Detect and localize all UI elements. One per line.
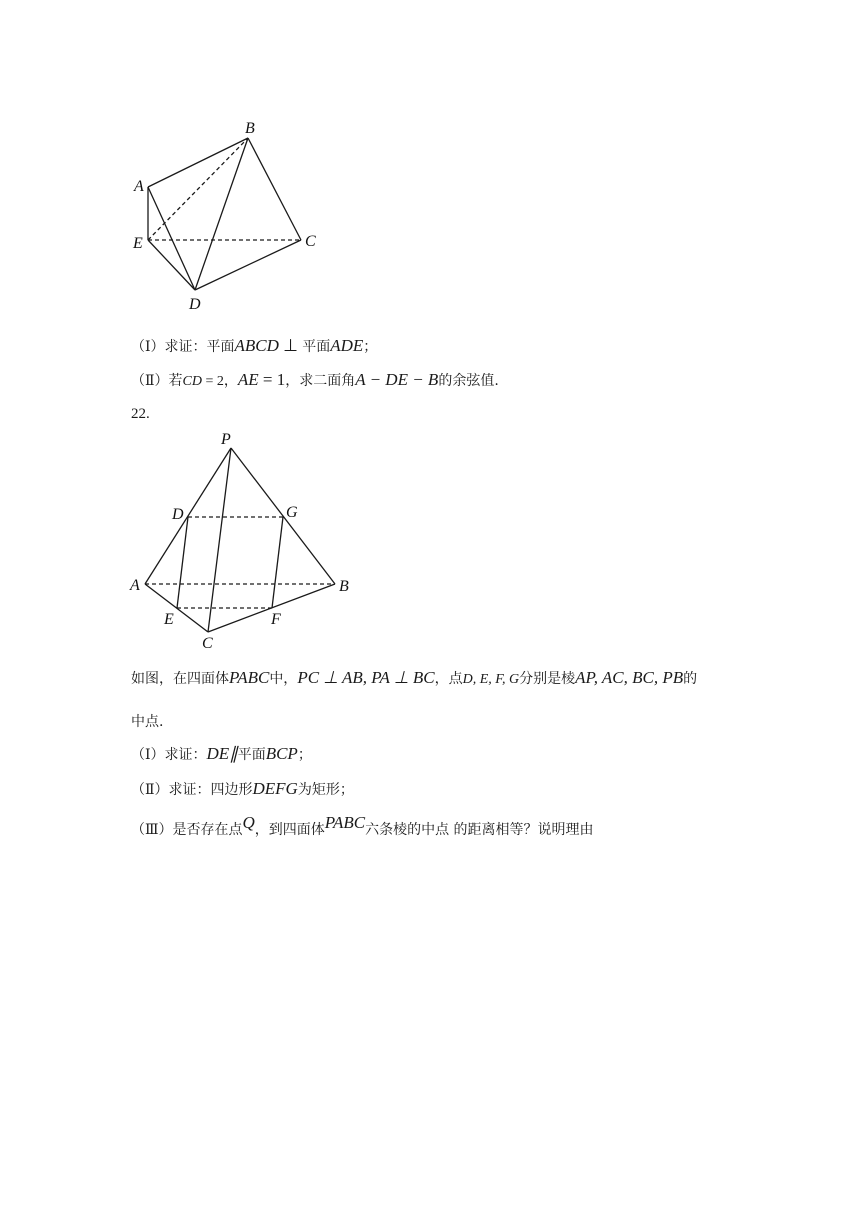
label-d: D (189, 296, 201, 313)
q22-part2: （Ⅱ）求证：四边形DEFG为矩形； (131, 779, 354, 798)
label-e: E (164, 611, 174, 628)
label-c: C (202, 635, 213, 652)
label-c: C (305, 233, 316, 250)
edge-ed (148, 240, 195, 290)
edge-bc (248, 138, 301, 240)
label-b: B (339, 578, 349, 595)
label-b: B (245, 120, 255, 137)
label-a: A (134, 178, 144, 195)
label-p: P (221, 431, 231, 448)
q21-part2: （Ⅱ）若CD = 2，AE = 1，求二面角A − DE − B的余弦值. (131, 370, 499, 389)
label-g: G (286, 504, 298, 521)
edge-pc (208, 448, 231, 632)
segment-gf (272, 517, 283, 608)
label-f: F (271, 611, 281, 628)
figure-tetrahedron-pabc (125, 428, 365, 653)
figure-pyramid-abcde (125, 115, 335, 315)
q22-part3: （Ⅲ）是否存在点Q，到四面体PABC六条棱的中点 的距离相等？说明理由 (131, 813, 594, 838)
edge-bd (195, 138, 248, 290)
q22-intro-continued: 中点. (131, 714, 164, 730)
edge-pa (145, 448, 231, 584)
edge-pb (231, 448, 335, 584)
label-d: D (172, 506, 184, 523)
edge-dc (195, 240, 301, 290)
edge-eb-hidden (148, 138, 248, 240)
label-e: E (133, 235, 143, 252)
q22-intro: 如图，在四面体PABC中，PC ⊥ AB, PA ⊥ BC，点D, E, F, G分别是棱AP, AC, BC, PB的 (131, 668, 698, 687)
q22-part1: （Ⅰ）求证：DE∥平面BCP； (131, 744, 312, 763)
q22-number: 22. (131, 406, 150, 422)
label-a: A (130, 577, 140, 594)
q21-part1: （Ⅰ）求证：平面ABCD ⊥ 平面ADE； (131, 336, 378, 355)
edge-ad (148, 187, 195, 290)
